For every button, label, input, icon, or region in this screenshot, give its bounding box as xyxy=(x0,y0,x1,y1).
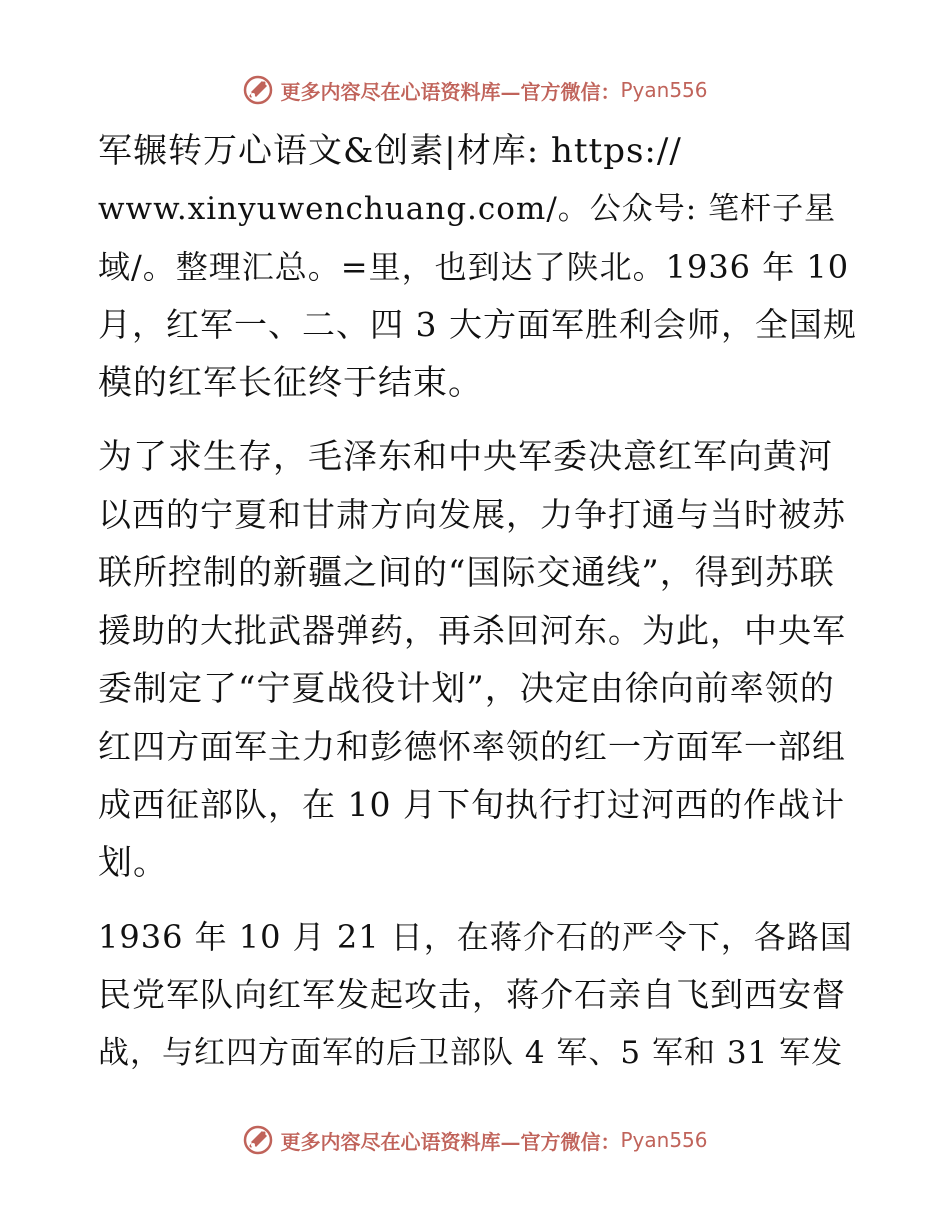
text-line: 为了求生存，毛泽东和中央军委决意红军向黄河 xyxy=(98,437,833,477)
text-line: 红四方面军主力和彭德怀率领的红一方面军一部组 xyxy=(98,727,846,766)
header-banner-text: 更多内容尽在心语资料库—官方微信： xyxy=(280,79,621,104)
text-line: 援助的大批武器弹药，再杀回河东。为此，中央军 xyxy=(98,611,846,650)
paragraph xyxy=(98,122,857,412)
text-line: 联所控制的新疆之间的“国际交通线”，得到苏联 xyxy=(98,553,835,593)
text-line: 划。 xyxy=(98,843,168,883)
text-line: 月，红军一、二、四 3 大方面军胜利会师，全国规 xyxy=(98,305,857,344)
text-line: 模的红军长征终于结束。 xyxy=(98,363,483,403)
footer-banner-id: Pyan556 xyxy=(620,1128,708,1152)
text-line: 战，与红四方面军的后卫部队 4 军、5 军和 31 军发 xyxy=(98,1035,844,1071)
text-line: 域/。整理汇总。=里，也到达了陕北。1936 年 10 xyxy=(98,248,850,286)
text-line: 成西征部队，在 10 月下旬执行打过河西的作战计 xyxy=(98,785,845,824)
text-line: 以西的宁夏和甘肃方向发展，力争打通与当时被苏 xyxy=(98,495,846,534)
header-banner xyxy=(0,70,950,110)
paragraph-gap xyxy=(98,412,850,428)
text-line: 民党军队向红军发起攻击，蒋介石亲自飞到西安督 xyxy=(98,975,846,1014)
text-line: www.xinyuwenchuang.com/。公众号: 笔杆子星 xyxy=(98,191,837,227)
logo-icon xyxy=(242,74,274,106)
text-line: 1936 年 10 月 21 日，在蒋介石的严令下，各路国 xyxy=(98,918,853,956)
footer-banner xyxy=(0,1120,950,1160)
paragraph xyxy=(98,428,850,892)
header-banner-id: Pyan556 xyxy=(620,78,708,102)
document-body xyxy=(98,122,857,1082)
footer-banner-text: 更多内容尽在心语资料库—官方微信： xyxy=(280,1129,621,1154)
logo-icon xyxy=(242,1124,274,1156)
text-line: 委制定了“宁夏战役计划”，决定由徐向前率领的 xyxy=(98,669,835,709)
paragraph xyxy=(98,908,853,1082)
text-line: 军辗转万心语文&创素|材库: https:// xyxy=(98,131,682,171)
paragraph-gap xyxy=(98,892,850,908)
